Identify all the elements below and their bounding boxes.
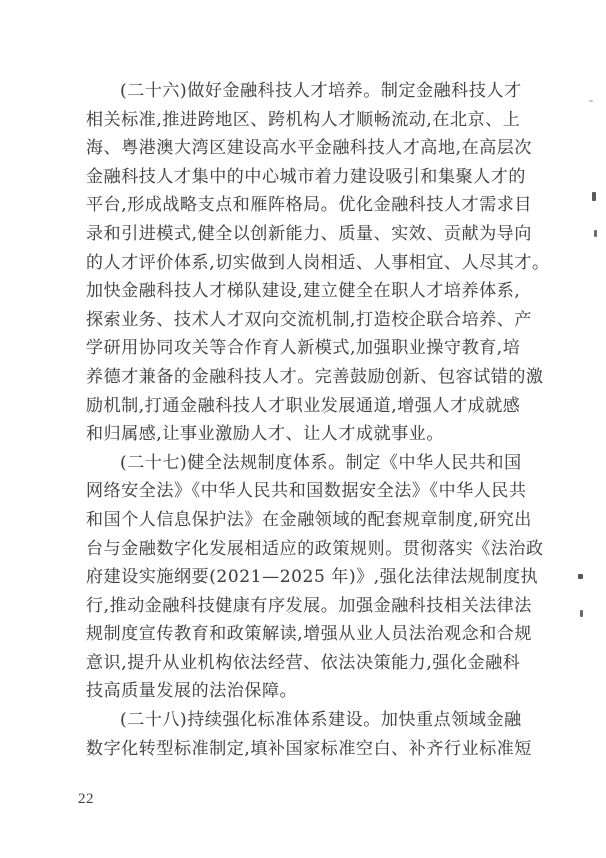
text-line: 相关标准,推进跨地区、跨机构人才顺畅流动,在北京、上: [86, 109, 521, 130]
text-line: 励机制,打通金融科技人才职业发展通道,增强人才成就感: [86, 395, 521, 416]
text-line: (二十六)做好金融科技人才培养。制定金融科技人才: [120, 81, 522, 101]
scan-speck: [589, 100, 593, 102]
body-text: [86, 77, 550, 763]
text-line: (二十七)健全法规制度体系。制定《中华人民共和国: [120, 452, 522, 473]
text-line: 技高质量发展的法治保障。: [86, 681, 298, 702]
scan-speck: [578, 574, 583, 579]
text-line: 养德才兼备的金融科技人才。完善鼓励创新、包容试错的激: [86, 366, 544, 387]
scan-speck: [594, 230, 597, 237]
text-line: 和归属感,让事业激励人才、让人才成就事业。: [86, 424, 445, 445]
text-line: 数字化转型标准制定,填补国家标准空白、补齐行业标准短: [86, 738, 533, 759]
scan-speck: [592, 192, 596, 201]
text-line: 的人才评价体系,切实做到人岗相适、人事相宜、人尽其才。: [86, 252, 550, 273]
text-line: 学研用协同攻关等合作育人新模式,加强职业操守教育,培: [86, 338, 521, 359]
text-line: 意识,提升从业机构依法经营、依法决策能力,强化金融科: [86, 652, 521, 673]
text-line: 和国个人信息保护法》在金融领域的配套规章制度,研究出: [86, 509, 533, 530]
text-line: 平台,形成战略支点和雁阵格局。优化金融科技人才需求目: [86, 195, 533, 216]
text-line: 台与金融数字化发展相适应的政策规则。贯彻落实《法治政: [86, 538, 544, 559]
text-line: 加快金融科技人才梯队建设,建立健全在职人才培养体系,: [86, 281, 521, 302]
text-line: 规制度宣传教育和政策解读,增强从业人员法治观念和合规: [86, 624, 533, 645]
text-line: 网络安全法》《中华人民共和国数据安全法》《中华人民共: [86, 481, 527, 502]
text-line: 府建设实施纲要(2021—2025 年)》,强化法律法规制度执: [86, 567, 539, 588]
text-line: 海、粤港澳大湾区建设高水平金融科技人才高地,在高层次: [86, 138, 533, 159]
text-line: 探索业务、技术人才双向交流机制,打造校企联合培养、产: [86, 309, 533, 330]
text-line: 金融科技人才集中的中心城市着力建设吸引和集聚人才的: [86, 166, 526, 187]
text-line: 录和引进模式,健全以创新能力、质量、实效、贡献为导向: [86, 223, 533, 244]
scan-speck: [580, 610, 583, 617]
text-line: (二十八)持续强化标准体系建设。加快重点领域金融: [120, 710, 522, 731]
text-line: 行,推动金融科技健康有序发展。加强金融科技相关法律法: [86, 595, 533, 616]
page-number: 22: [78, 791, 94, 807]
